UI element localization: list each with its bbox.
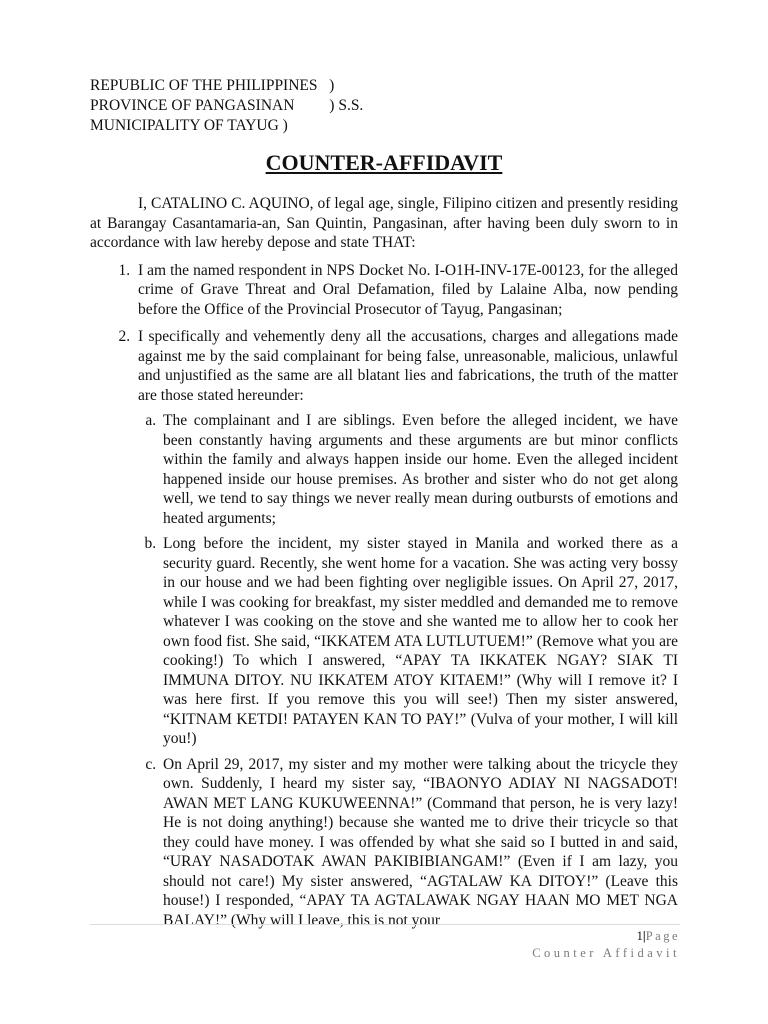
sub-item-a-text: The complainant and I are siblings. Even before the alleged incident, we have been constantly having arguments and these arguments are but minor conflicts within the family and always happen inside our home. Even the alleged incident happened inside our house premises. As brother and sister who do not get along well, we tend to say things we never really mean during outbursts of emotions and heated arguments; bbox=[163, 412, 678, 527]
page-separator: | bbox=[642, 929, 646, 943]
document-title: COUNTER-AFFIDAVIT bbox=[265, 150, 503, 175]
sub-item-c bbox=[160, 755, 678, 931]
sub-item-b bbox=[160, 534, 678, 749]
case-caption bbox=[90, 76, 678, 136]
page-footer bbox=[90, 924, 680, 961]
sub-list bbox=[138, 411, 678, 930]
main-list bbox=[90, 261, 678, 931]
list-item-1 bbox=[134, 261, 678, 320]
list-item-2-text: I specifically and vehemently deny all the accusations, charges and allegations made against me by the said complainant for being false, unreasonable, malicious, unlawful and unjustified as the same are all blatant lies and fabrications, the truth of the matter are those stated hereunder: bbox=[138, 328, 678, 404]
caption-province: PROVINCE OF PANGASINAN ) S.S. bbox=[90, 97, 364, 114]
caption-municipality: MUNICIPALITY OF TAYUG ) bbox=[90, 117, 288, 134]
caption-republic: REPUBLIC OF THE PHILIPPINES ) bbox=[90, 77, 335, 94]
page-number-line bbox=[90, 929, 680, 944]
sub-item-b-text: Long before the incident, my sister stayed in Manila and worked there as a security guard. Recently, she went home for a vacation. She was acting very bossy in our house and we had been fighting over negligible issues. On April 27, 2017, while I was cooking for breakfast, my sister meddled and demanded me to remove whatever I was cooking on the stove and she wanted me to allow her to cook her own food fist. She said, “IKKATEM ATA LUTLUTUEM!” (Remove what you are cooking!) To which I answered, “APAY TA IKKATEK NGAY? SIAK TI IMMUNA DITOY. NU IKKATEM ATOY KITAEM!” (Why will I remove it? I was here first. If you remove this you will see!) Then my sister answered, “KITNAM KETDI! PATAYEN KAN TO PAY!” (Vulva of your mother, I will kill you!) bbox=[163, 535, 678, 747]
intro-paragraph: I, CATALINO C. AQUINO, of legal age, single, Filipino citizen and presently residing at Barangay Casantamaria-an, San Quintin, Pangasinan, after having been duly sworn to in accordance with law hereby depose and state THAT: bbox=[90, 195, 678, 251]
sub-item-a bbox=[160, 411, 678, 528]
sub-item-c-text: On April 29, 2017, my sister and my mother were talking about the tricycle they own. Suddenly, I heard my sister say, “IBAONYO ADIAY NI NAGSADOT! AWAN MET LANG KUKUWEENNA!” (Command that person, he is very lazy! He is not doing anything!) because she wanted me to drive their tricycle so that they could have money. I was offended by what she said so I butted in and said, “URAY NASADOTAK AWAN PAKIBIBIANGAM!” (Even if I am lazy, you should not care!) My sister answered, “AGTALAW KA DITOY!” (Leave this house!) I responded, “APAY TA AGTALAWAK NGAY HAAN MO MET NGA BALAY!” (Why will I leave, this is not your bbox=[163, 755, 678, 929]
list-item-1-text: I am the named respondent in NPS Docket No. I-O1H-INV-17E-00123, for the alleged crime of Grave Threat and Oral Defamation, filed by Lalaine Alba, now pending before the Office of the Provincial Prosecutor of Tayug, Pangasinan; bbox=[138, 261, 678, 318]
list-item-2 bbox=[134, 327, 678, 930]
document-page bbox=[90, 76, 678, 938]
page-word: Page bbox=[645, 929, 680, 943]
footer-document-label: Counter Affidavit bbox=[532, 946, 680, 960]
page-number: 1 bbox=[636, 929, 643, 943]
